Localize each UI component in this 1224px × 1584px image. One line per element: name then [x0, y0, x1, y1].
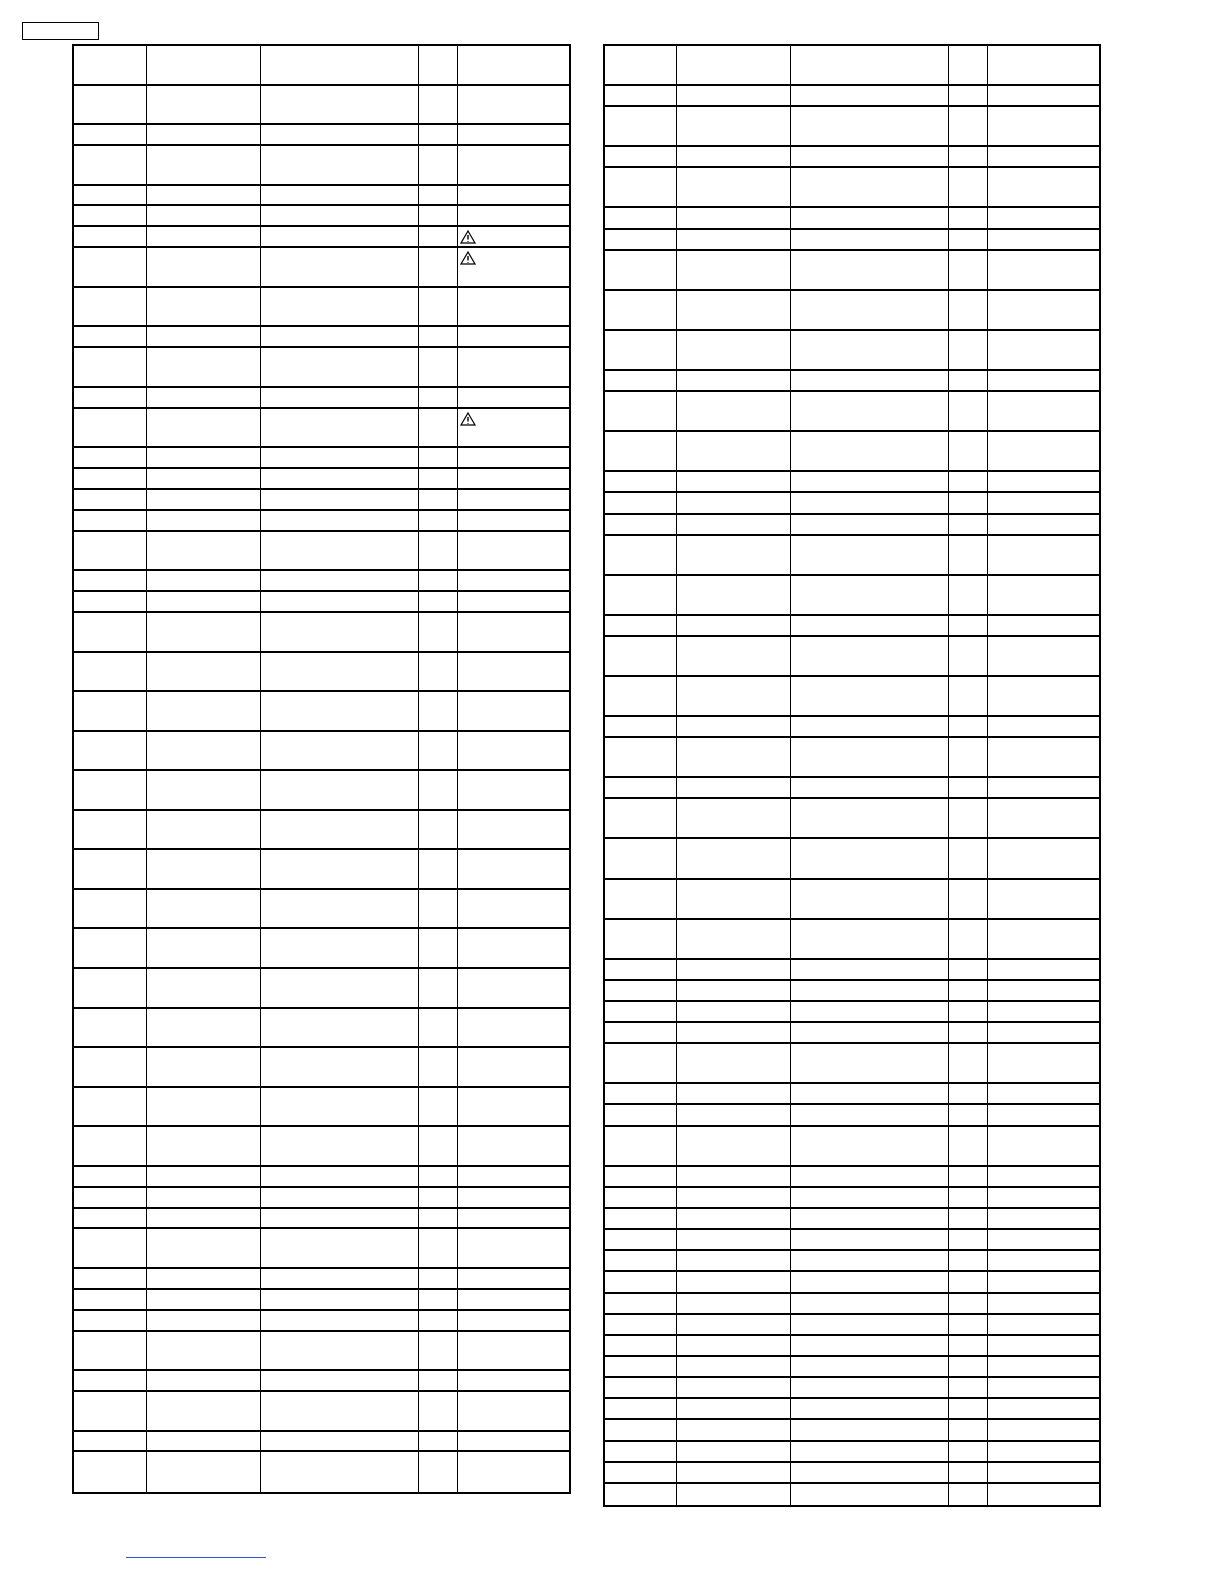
table-row	[605, 1023, 1099, 1044]
table-row	[605, 208, 1099, 229]
table-row	[74, 850, 569, 890]
table-row	[74, 288, 569, 328]
table-row	[605, 981, 1099, 1002]
table-row	[74, 653, 569, 693]
table-row	[74, 469, 569, 490]
table-row	[605, 1002, 1099, 1023]
table-row	[605, 107, 1099, 147]
table-row	[74, 490, 569, 511]
table-row	[605, 799, 1099, 839]
table-row	[605, 1251, 1099, 1272]
table-row	[74, 1371, 569, 1392]
table-row	[74, 592, 569, 613]
table-row	[74, 1452, 569, 1492]
table-row	[605, 1127, 1099, 1167]
parts-table-left	[72, 44, 571, 1494]
table-row	[74, 1127, 569, 1167]
column-divider-3	[948, 46, 949, 1505]
parts-table-right	[603, 44, 1101, 1507]
table-row	[605, 1378, 1099, 1399]
table-row	[605, 1044, 1099, 1084]
table-row	[74, 388, 569, 409]
table-row	[605, 1188, 1099, 1209]
table-row	[74, 811, 569, 851]
column-divider-2	[790, 46, 791, 1505]
table-row	[74, 327, 569, 348]
table-row	[605, 1336, 1099, 1357]
table-row	[74, 890, 569, 930]
table-row	[605, 1294, 1099, 1315]
table-row	[605, 1167, 1099, 1188]
footer-link[interactable]	[126, 1557, 266, 1558]
table-row	[74, 1432, 569, 1453]
table-row	[605, 880, 1099, 920]
table-row	[605, 1315, 1099, 1336]
table-row	[605, 960, 1099, 981]
table-row	[74, 227, 569, 248]
table-row	[605, 493, 1099, 514]
table-row	[605, 1484, 1099, 1505]
table-row	[74, 409, 569, 449]
table-row	[605, 472, 1099, 493]
page-corner-box	[22, 22, 99, 40]
column-divider-1	[676, 46, 677, 1505]
table-row	[74, 1188, 569, 1209]
warning-triangle-icon	[460, 230, 476, 244]
table-row	[74, 1290, 569, 1311]
table-row	[74, 1269, 569, 1290]
table-row	[605, 1230, 1099, 1251]
table-row	[74, 348, 569, 388]
table-row	[74, 732, 569, 772]
table-row	[605, 616, 1099, 637]
table-row	[74, 511, 569, 532]
table-row	[605, 778, 1099, 799]
table-row	[605, 920, 1099, 960]
table-row	[74, 46, 569, 86]
table-row	[605, 1420, 1099, 1441]
table-row	[605, 1442, 1099, 1463]
warning-triangle-icon	[460, 251, 476, 265]
table-row	[605, 738, 1099, 778]
table-row	[74, 571, 569, 592]
table-row	[605, 637, 1099, 677]
table-row	[605, 392, 1099, 432]
table-row	[74, 86, 569, 126]
table-row	[74, 146, 569, 186]
table-row	[605, 46, 1099, 86]
column-divider-3	[418, 46, 419, 1492]
table-row	[605, 1399, 1099, 1420]
table-row	[605, 432, 1099, 472]
table-row	[74, 186, 569, 207]
table-row	[74, 969, 569, 1009]
table-row	[605, 1084, 1099, 1105]
table-row	[74, 771, 569, 811]
table-row	[605, 515, 1099, 536]
table-row	[605, 86, 1099, 107]
table-row	[605, 839, 1099, 879]
table-row	[74, 125, 569, 146]
table-row	[74, 1009, 569, 1049]
table-row	[74, 532, 569, 572]
table-row	[605, 331, 1099, 371]
table-row	[74, 448, 569, 469]
table-row	[605, 536, 1099, 576]
column-divider-2	[260, 46, 261, 1492]
table-row	[605, 677, 1099, 717]
table-row	[605, 291, 1099, 331]
column-divider-4	[987, 46, 988, 1505]
table-row	[605, 251, 1099, 291]
table-row	[74, 613, 569, 653]
column-divider-1	[146, 46, 147, 1492]
table-row	[605, 717, 1099, 738]
table-row	[605, 1105, 1099, 1126]
table-row	[74, 206, 569, 227]
table-row	[605, 371, 1099, 392]
table-row	[74, 1167, 569, 1188]
table-row	[74, 248, 569, 288]
table-row	[605, 576, 1099, 616]
column-divider-4	[457, 46, 458, 1492]
table-row	[74, 692, 569, 732]
table-row	[605, 1463, 1099, 1484]
table-row	[605, 230, 1099, 251]
table-row	[74, 1229, 569, 1269]
table-row	[74, 1332, 569, 1372]
table-row	[74, 929, 569, 969]
table-row	[605, 1209, 1099, 1230]
table-row	[74, 1392, 569, 1432]
table-row	[605, 147, 1099, 168]
warning-triangle-icon	[460, 412, 476, 426]
table-row	[605, 168, 1099, 208]
table-row	[74, 1048, 569, 1088]
table-row	[605, 1357, 1099, 1378]
table-row	[74, 1311, 569, 1332]
table-row	[74, 1088, 569, 1128]
table-row	[605, 1272, 1099, 1293]
table-row	[74, 1209, 569, 1230]
